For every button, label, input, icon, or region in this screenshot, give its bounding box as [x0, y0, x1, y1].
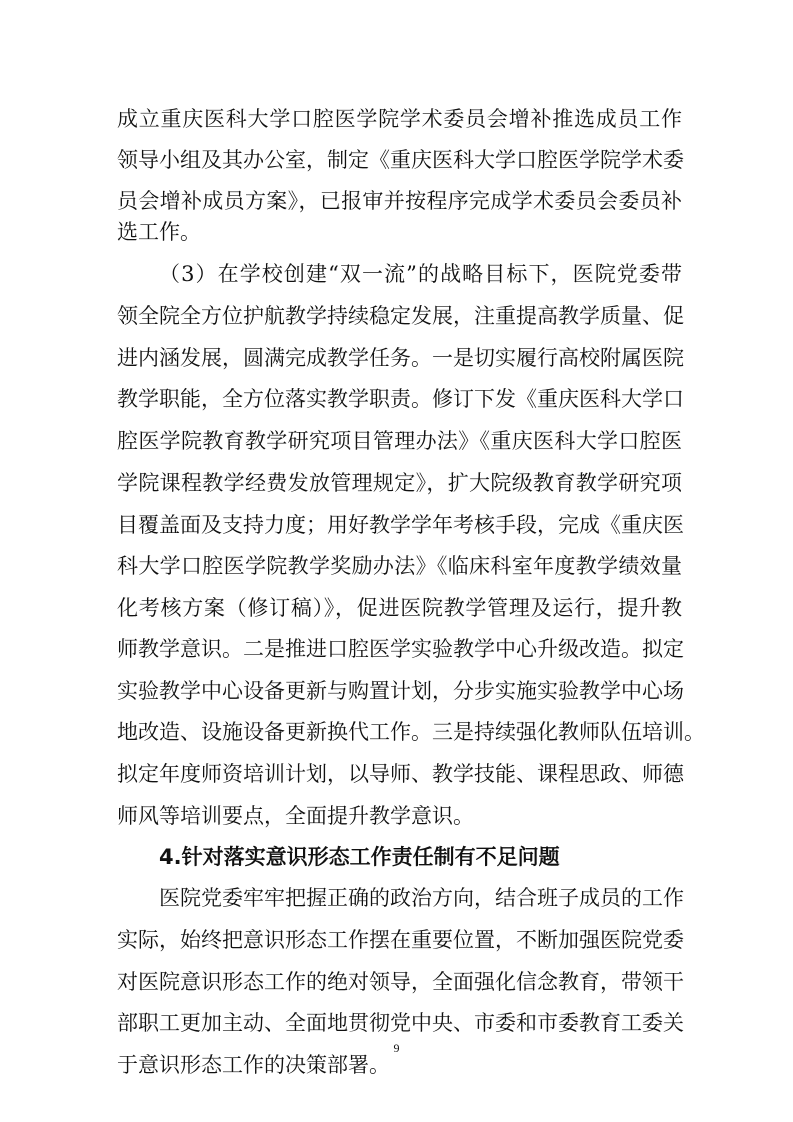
- paragraph-line: 目覆盖面及支持力度；用好教学学年考核手段，完成《重庆医: [117, 513, 684, 537]
- paragraph-line: 实际，始终把意识形态工作摆在重要位置，不断加强医院党委: [117, 928, 684, 952]
- paragraph-line: 选工作。: [117, 220, 201, 244]
- paragraph-line: 成立重庆医科大学口腔医学院学术委员会增补推选成员工作: [117, 107, 682, 131]
- paragraph-line: 部职工更加主动、全面地贯彻党中央、市委和市委教育工委关: [117, 1011, 684, 1035]
- paragraph-line: 对医院意识形态工作的绝对领导，全面强化信念教育，带领干: [117, 970, 684, 994]
- paragraph-line: 进内涵发展，圆满完成教学任务。一是切实履行高校附属医院: [117, 346, 684, 370]
- paragraph-line: 员会增补成员方案》，已报审并按程序完成学术委员会委员补: [117, 189, 682, 213]
- paragraph-line: 教学职能，全方位落实教学职责。修订下发《重庆医科大学口: [117, 387, 684, 411]
- paragraph-line: 于意识形态工作的决策部署。: [117, 1053, 390, 1077]
- page-number: 9: [393, 1041, 400, 1055]
- paragraph-line: 科大学口腔医学院教学奖励办法》《临床科室年度教学绩效量: [117, 554, 682, 578]
- section-heading: 4.针对落实意识形态工作责任制有不足问题: [159, 845, 560, 869]
- paragraph-line: 学院课程教学经费发放管理规定》，扩大院级教育教学研究项: [117, 471, 682, 495]
- paragraph-line: 化考核方案（修订稿）》，促进医院教学管理及运行，提升教: [117, 596, 682, 620]
- paragraph-line: 地改造、设施设备更新换代工作。三是持续强化教师队伍培训。: [117, 720, 705, 744]
- paragraph-line: 领全院全方位护航教学持续稳定发展，注重提高教学质量、促: [117, 304, 684, 328]
- paragraph-line: 师风等培训要点，全面提升教学意识。: [117, 804, 474, 828]
- paragraph-line: 师教学意识。二是推进口腔医学实验教学中心升级改造。拟定: [117, 637, 684, 661]
- paragraph-line: 医院党委牢牢把握正确的政治方向，结合班子成员的工作: [159, 886, 684, 910]
- paragraph-line: （3）在学校创建“双一流”的战略目标下，医院党委带: [159, 262, 682, 286]
- paragraph-line: 实验教学中心设备更新与购置计划，分步实施实验教学中心场: [117, 679, 684, 703]
- paragraph-line: 领导小组及其办公室，制定《重庆医科大学口腔医学院学术委: [117, 148, 684, 172]
- paragraph-line: 拟定年度师资培训计划，以导师、教学技能、课程思政、师德: [117, 762, 684, 786]
- paragraph-line: 腔医学院教育教学研究项目管理办法》《重庆医科大学口腔医: [117, 429, 682, 453]
